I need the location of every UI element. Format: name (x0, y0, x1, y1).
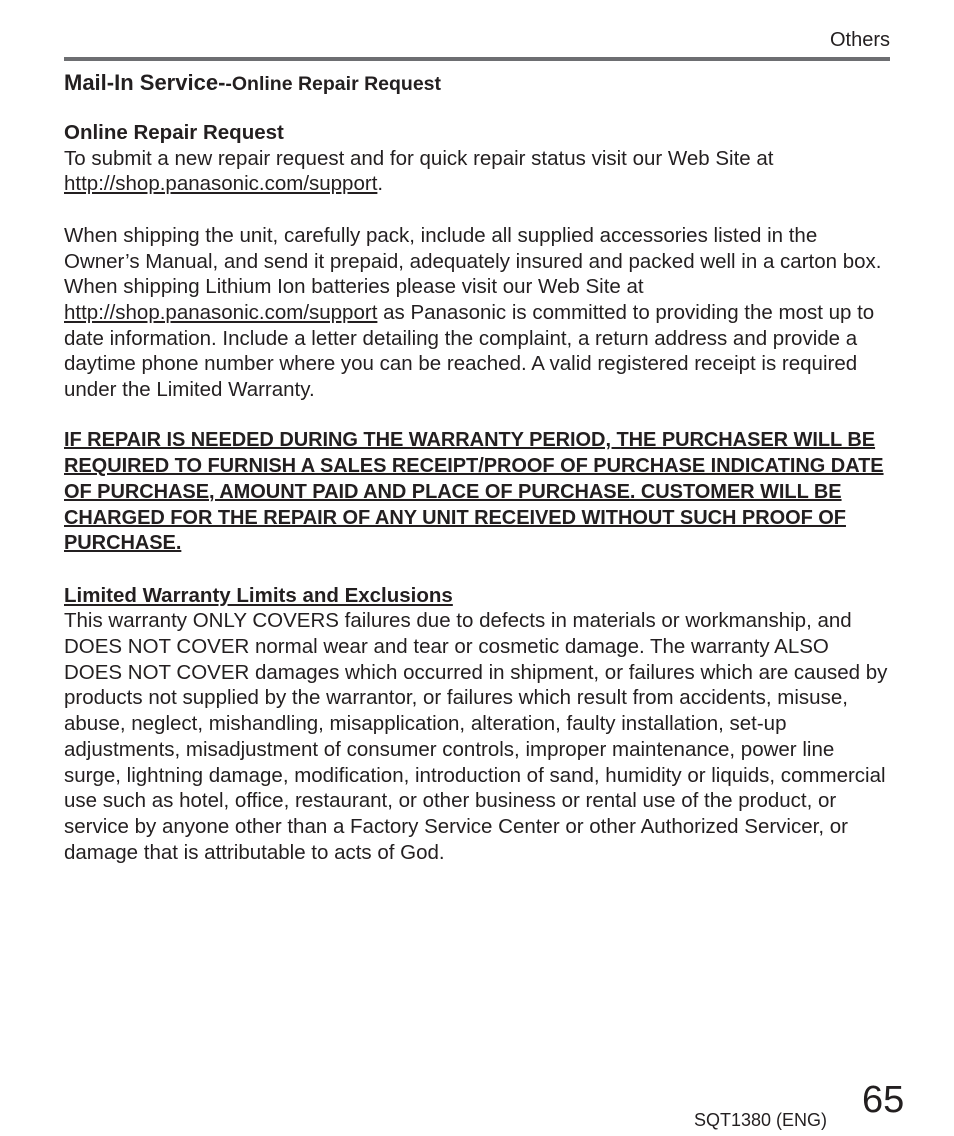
limits-heading: Limited Warranty Limits and Exclusions (64, 583, 453, 607)
page-title-sub: -Online Repair Request (225, 73, 442, 95)
limits-paragraph: This warranty ONLY COVERS failures due to defects in materials or workmanship, and DOES NOT COVER normal wear and tear or cosmetic damage. The warranty ALSO DOES NOT COVER damages which occurred in shipment, or failures which are caused by products not supplied by the warrantor, or failures which result from accidents, misuse, abuse, neglect, mishandling, misapplication, alteration, faulty installation, set-up adjustments, misadjustment of consumer controls, improper maintenance, power line surge, lightning damage, modification, introduction of sand, humidity or liquids, commercial use such as hotel, office, restaurant, or other business or rental use of the product, or service by anyone other than a Factory Service Center or other Authorized Servicer, or damage that is attributable to acts of God. (64, 609, 888, 864)
online-repair-paragraph (64, 146, 890, 197)
document-code: SQT1380 (ENG) (694, 1110, 828, 1130)
page-title (64, 68, 890, 99)
page-title-main: Mail-In Service- (64, 70, 226, 95)
page-number: 65 (862, 1079, 905, 1121)
online-repair-heading: Online Repair Request (64, 121, 284, 144)
section-label: Others (829, 29, 890, 51)
warranty-warning: IF REPAIR IS NEEDED DURING THE WARRANTY PERIOD, THE PURCHASER WILL BE REQUIRED TO FURNISH A SALES RECEIPT/PROOF OF PURCHASE INDICATING DATE OF PURCHASE, AMOUNT PAID AND PLACE OF PURCHASE. CUSTOMER WILL BE CHARGED FOR THE REPAIR OF ANY UNIT RECEIVED WITHOUT SUCH PROOF OF PURCHASE. (64, 429, 884, 555)
support-link[interactable]: http://shop.panasonic.com/support (64, 172, 378, 196)
shipping-support-link[interactable]: http://shop.panasonic.com/support (64, 300, 378, 324)
header-rule (64, 57, 890, 61)
online-repair-trailing: . (377, 172, 384, 196)
shipping-paragraph (64, 223, 890, 403)
shipping-text-before: When shipping the unit, carefully pack, include all supplied accessories listed in the Owner’s Manual, and send it prepaid, adequately insured and packed well in a carton box. When shipping Lithium Ion batteries please visit our Web Site at (64, 223, 882, 299)
shipping-text-after: as Panasonic is committed to providing the most up to date information. Include a letter detailing the complaint, a return address and provide a daytime phone number where you can be reached. A valid registered receipt is required under the Limited Warranty. (64, 300, 875, 402)
page-content (64, 68, 890, 865)
online-repair-text: To submit a new repair request and for quick repair status visit our Web Site at (64, 146, 774, 170)
